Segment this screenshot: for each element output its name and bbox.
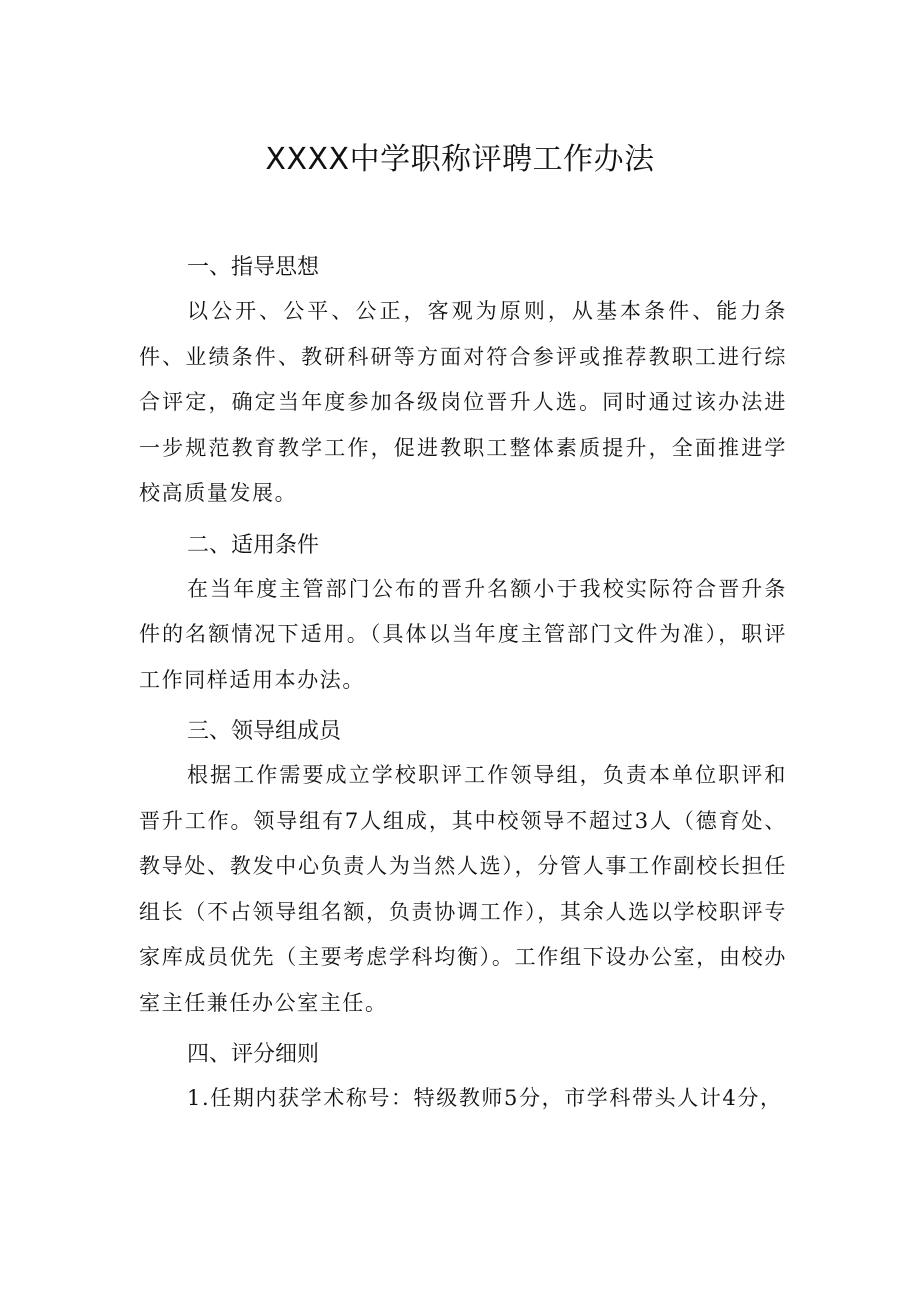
section-heading-applicable-conditions: 二、适用条件 (187, 532, 320, 558)
section-paragraph-applicable-conditions: 在当年度主管部门公布的晋升名额小于我校实际符合晋升条件的名额情况下适用。（具体以当年度主管部门文件为准），职评工作同样适用本办法。 (139, 576, 787, 692)
section-paragraph-leadership-group: 根据工作需要成立学校职评工作领导组，负责本单位职评和晋升工作。领导组有7人组成，其中校领导不超过3人（德育处、教导处、教发中心负责人为当然人选），分管人事工作副校长担任组长（不占领导组名额，负责协调工作），其余人选以学校职评专家库成员优先（主要考虑学科均衡）。工作组下设办公室，由校办室主任兼任办公室主任。 (139, 763, 787, 1015)
section-heading-leadership-group: 三、领导组成员 (187, 719, 342, 744)
section-paragraph-guiding-ideology: 以公开、公平、公正，客观为原则，从基本条件、能力条件、业绩条件、教研科研等方面对符合参评或推荐教职工进行综合评定，确定当年度参加各级岗位晋升人选。同时通过该办法进一步规范教育教学工作，促进教职工整体素质提升，全面推进学校高质量发展。 (139, 299, 787, 505)
document-title: XXXX中学职称评聘工作办法 (265, 142, 655, 177)
section-paragraph-scoring-rules: 1.任期内获学术称号：特级教师5分，市学科带头人计4分， (187, 1086, 783, 1110)
section-heading-guiding-ideology: 一、指导思想 (187, 255, 320, 280)
section-heading-scoring-rules: 四、评分细则 (187, 1042, 320, 1067)
document-body (139, 247, 787, 1122)
